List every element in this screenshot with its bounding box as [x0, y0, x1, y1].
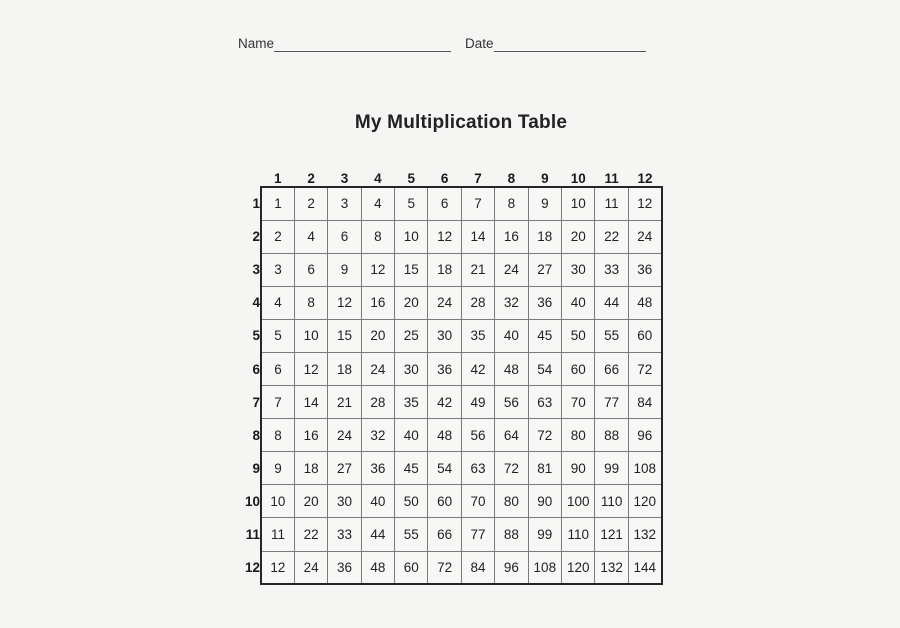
product-cell-6x6[interactable]: 36	[428, 352, 461, 385]
product-cell-3x3[interactable]: 9	[328, 253, 361, 286]
table-row	[228, 352, 662, 385]
product-cell-4x11[interactable]: 44	[595, 286, 628, 319]
column-header-6: 6	[440, 171, 449, 186]
product-cell-6x10[interactable]: 60	[562, 352, 595, 385]
product-cell-4x1[interactable]: 4	[261, 286, 294, 319]
product-cell-11x9[interactable]: 99	[528, 518, 561, 551]
table-row	[228, 253, 662, 286]
product-cell-12x6[interactable]: 72	[428, 551, 461, 584]
product-cell-8x8[interactable]: 64	[495, 419, 528, 452]
product-cell-11x4[interactable]: 44	[361, 518, 394, 551]
multiplication-table	[228, 163, 663, 585]
product-cell-1x7[interactable]: 7	[461, 187, 494, 220]
table-row	[228, 187, 662, 220]
product-cell-6x12[interactable]: 72	[628, 352, 661, 385]
table-row	[228, 220, 662, 253]
product-cell-3x5[interactable]: 15	[395, 253, 428, 286]
product-cell-9x2[interactable]: 18	[294, 452, 327, 485]
product-cell-7x4[interactable]: 28	[361, 386, 394, 419]
product-cell-9x11[interactable]: 99	[595, 452, 628, 485]
product-cell-10x7[interactable]: 70	[461, 485, 494, 518]
table-row	[228, 452, 662, 485]
product-cell-10x6[interactable]: 60	[428, 485, 461, 518]
page-title-text: My Multiplication Table	[354, 112, 568, 133]
column-header-row	[228, 163, 662, 187]
row-header-2: 2	[252, 229, 260, 245]
product-cell-9x1[interactable]: 9	[261, 452, 294, 485]
product-cell-1x11[interactable]: 11	[595, 187, 628, 220]
table-corner-cell	[228, 163, 261, 187]
multiplication-table-block	[228, 163, 663, 585]
product-cell-7x6[interactable]: 42	[428, 386, 461, 419]
product-cell-6x4[interactable]: 24	[361, 352, 394, 385]
product-cell-12x9[interactable]: 108	[528, 551, 561, 584]
product-cell-3x12[interactable]: 36	[628, 253, 661, 286]
product-cell-5x10[interactable]: 50	[562, 319, 595, 352]
product-cell-3x1[interactable]: 3	[261, 253, 294, 286]
row-header-6: 6	[252, 361, 260, 377]
row-header-3: 3	[252, 262, 260, 278]
product-cell-10x12[interactable]: 120	[628, 485, 661, 518]
product-cell-12x10[interactable]: 120	[562, 551, 595, 584]
product-cell-2x6[interactable]: 12	[428, 220, 461, 253]
product-cell-6x7[interactable]: 42	[461, 352, 494, 385]
name-write-in-line[interactable]	[274, 37, 451, 52]
product-cell-7x12[interactable]: 84	[628, 386, 661, 419]
product-cell-8x2[interactable]: 16	[294, 419, 327, 452]
product-cell-12x11[interactable]: 132	[595, 551, 628, 584]
product-cell-7x2[interactable]: 14	[294, 386, 327, 419]
product-cell-4x6[interactable]: 24	[428, 286, 461, 319]
table-row	[228, 319, 662, 352]
product-cell-3x9[interactable]: 27	[528, 253, 561, 286]
product-cell-6x3[interactable]: 18	[328, 352, 361, 385]
product-cell-7x10[interactable]: 70	[562, 386, 595, 419]
product-cell-1x8[interactable]: 8	[495, 187, 528, 220]
product-cell-7x3[interactable]: 21	[328, 386, 361, 419]
product-cell-3x4[interactable]: 12	[361, 253, 394, 286]
row-header-10: 10	[244, 493, 260, 509]
product-cell-12x4[interactable]: 48	[361, 551, 394, 584]
product-cell-1x9[interactable]: 9	[528, 187, 561, 220]
product-cell-1x12[interactable]: 12	[628, 187, 661, 220]
product-cell-8x1[interactable]: 8	[261, 419, 294, 452]
table-row	[228, 551, 662, 584]
product-cell-9x9[interactable]: 81	[528, 452, 561, 485]
product-cell-10x10[interactable]: 100	[562, 485, 595, 518]
product-cell-7x9[interactable]: 63	[528, 386, 561, 419]
product-cell-8x4[interactable]: 32	[361, 419, 394, 452]
page-title	[0, 112, 900, 134]
product-cell-3x7[interactable]: 21	[461, 253, 494, 286]
product-cell-2x5[interactable]: 10	[395, 220, 428, 253]
product-cell-4x8[interactable]: 32	[495, 286, 528, 319]
table-row	[228, 419, 662, 452]
product-cell-5x8[interactable]: 40	[495, 319, 528, 352]
row-header-7: 7	[252, 394, 260, 410]
product-cell-8x10[interactable]: 80	[562, 419, 595, 452]
product-cell-3x8[interactable]: 24	[495, 253, 528, 286]
product-cell-7x1[interactable]: 7	[261, 386, 294, 419]
product-cell-7x7[interactable]: 49	[461, 386, 494, 419]
product-cell-8x9[interactable]: 72	[528, 419, 561, 452]
product-cell-1x2[interactable]: 2	[294, 187, 327, 220]
table-row	[228, 518, 662, 551]
product-cell-2x1[interactable]: 2	[261, 220, 294, 253]
product-cell-2x8[interactable]: 16	[495, 220, 528, 253]
product-cell-8x6[interactable]: 48	[428, 419, 461, 452]
row-header-1: 1	[252, 196, 260, 212]
product-cell-11x6[interactable]: 66	[428, 518, 461, 551]
product-cell-11x3[interactable]: 33	[328, 518, 361, 551]
product-cell-10x8[interactable]: 80	[495, 485, 528, 518]
name-field-label: Name	[238, 36, 275, 51]
product-cell-10x5[interactable]: 50	[395, 485, 428, 518]
product-cell-12x2[interactable]: 24	[294, 551, 327, 584]
product-cell-2x11[interactable]: 22	[595, 220, 628, 253]
product-cell-1x3[interactable]: 3	[328, 187, 361, 220]
column-header-3: 3	[340, 171, 349, 186]
date-field-label: Date	[465, 36, 494, 51]
row-header-9: 9	[252, 460, 260, 476]
product-cell-7x5[interactable]: 35	[395, 386, 428, 419]
column-header-11: 11	[604, 171, 619, 186]
product-cell-1x6[interactable]: 6	[428, 187, 461, 220]
column-header-8: 8	[507, 171, 516, 186]
product-cell-8x7[interactable]: 56	[461, 419, 494, 452]
product-cell-11x5[interactable]: 55	[395, 518, 428, 551]
table-row	[228, 485, 662, 518]
product-cell-10x3[interactable]: 30	[328, 485, 361, 518]
column-header-5: 5	[407, 171, 416, 186]
product-cell-6x9[interactable]: 54	[528, 352, 561, 385]
product-cell-2x10[interactable]: 20	[562, 220, 595, 253]
product-cell-9x4[interactable]: 36	[361, 452, 394, 485]
row-header-8: 8	[252, 427, 260, 443]
product-cell-9x8[interactable]: 72	[495, 452, 528, 485]
product-cell-2x7[interactable]: 14	[461, 220, 494, 253]
column-header-2: 2	[307, 171, 315, 186]
product-cell-10x1[interactable]: 10	[261, 485, 294, 518]
product-cell-2x12[interactable]: 24	[628, 220, 661, 253]
product-cell-11x2[interactable]: 22	[294, 518, 327, 551]
student-info-row	[238, 36, 668, 52]
product-cell-4x12[interactable]: 48	[628, 286, 661, 319]
product-cell-2x3[interactable]: 6	[328, 220, 361, 253]
product-cell-6x5[interactable]: 30	[395, 352, 428, 385]
table-row	[228, 386, 662, 419]
column-header-12: 12	[637, 171, 653, 186]
product-cell-9x6[interactable]: 54	[428, 452, 461, 485]
product-cell-1x5[interactable]: 5	[395, 187, 428, 220]
product-cell-11x7[interactable]: 77	[461, 518, 494, 551]
product-cell-6x1[interactable]: 6	[261, 352, 294, 385]
product-cell-5x11[interactable]: 55	[595, 319, 628, 352]
product-cell-12x12[interactable]: 144	[628, 551, 661, 584]
product-cell-9x7[interactable]: 63	[461, 452, 494, 485]
product-cell-8x11[interactable]: 88	[595, 419, 628, 452]
product-cell-1x4[interactable]: 4	[361, 187, 394, 220]
product-cell-3x10[interactable]: 30	[562, 253, 595, 286]
product-cell-8x5[interactable]: 40	[395, 419, 428, 452]
product-cell-3x6[interactable]: 18	[428, 253, 461, 286]
product-cell-5x9[interactable]: 45	[528, 319, 561, 352]
product-cell-10x11[interactable]: 110	[595, 485, 628, 518]
product-cell-11x10[interactable]: 110	[562, 518, 595, 551]
product-cell-9x3[interactable]: 27	[328, 452, 361, 485]
product-cell-8x12[interactable]: 96	[628, 419, 661, 452]
product-cell-5x12[interactable]: 60	[628, 319, 661, 352]
product-cell-4x5[interactable]: 20	[395, 286, 428, 319]
product-cell-1x10[interactable]: 10	[562, 187, 595, 220]
column-header-9: 9	[541, 171, 549, 186]
product-cell-10x9[interactable]: 90	[528, 485, 561, 518]
product-cell-5x4[interactable]: 20	[361, 319, 394, 352]
product-cell-4x10[interactable]: 40	[562, 286, 595, 319]
product-cell-7x8[interactable]: 56	[495, 386, 528, 419]
product-cell-12x3[interactable]: 36	[328, 551, 361, 584]
product-cell-4x7[interactable]: 28	[461, 286, 494, 319]
column-header-7: 7	[474, 171, 482, 186]
product-cell-6x11[interactable]: 66	[595, 352, 628, 385]
product-cell-5x5[interactable]: 25	[395, 319, 428, 352]
row-header-11: 11	[245, 526, 260, 542]
name-field-group	[238, 36, 451, 52]
product-cell-3x11[interactable]: 33	[595, 253, 628, 286]
product-cell-7x11[interactable]: 77	[595, 386, 628, 419]
product-cell-4x9[interactable]: 36	[528, 286, 561, 319]
date-write-in-line[interactable]	[494, 37, 646, 52]
product-cell-5x3[interactable]: 15	[328, 319, 361, 352]
product-cell-11x1[interactable]: 11	[261, 518, 294, 551]
product-cell-3x2[interactable]: 6	[294, 253, 327, 286]
product-cell-5x7[interactable]: 35	[461, 319, 494, 352]
product-cell-11x8[interactable]: 88	[495, 518, 528, 551]
product-cell-8x3[interactable]: 24	[328, 419, 361, 452]
column-header-10: 10	[570, 171, 586, 186]
product-cell-4x2[interactable]: 8	[294, 286, 327, 319]
row-header-5: 5	[252, 328, 260, 344]
product-cell-5x6[interactable]: 30	[428, 319, 461, 352]
product-cell-9x10[interactable]: 90	[562, 452, 595, 485]
product-cell-12x5[interactable]: 60	[395, 551, 428, 584]
product-cell-6x2[interactable]: 12	[294, 352, 327, 385]
product-cell-1x1[interactable]: 1	[261, 187, 294, 220]
product-cell-11x11[interactable]: 121	[595, 518, 628, 551]
product-cell-2x2[interactable]: 4	[294, 220, 327, 253]
product-cell-11x12[interactable]: 132	[628, 518, 661, 551]
product-cell-2x9[interactable]: 18	[528, 220, 561, 253]
product-cell-12x7[interactable]: 84	[461, 551, 494, 584]
product-cell-10x2[interactable]: 20	[294, 485, 327, 518]
column-header-4: 4	[374, 171, 382, 186]
product-cell-9x12[interactable]: 108	[628, 452, 661, 485]
product-cell-5x2[interactable]: 10	[294, 319, 327, 352]
product-cell-4x3[interactable]: 12	[328, 286, 361, 319]
product-cell-12x1[interactable]: 12	[261, 551, 294, 584]
product-cell-12x8[interactable]: 96	[495, 551, 528, 584]
table-row	[228, 286, 662, 319]
product-cell-6x8[interactable]: 48	[495, 352, 528, 385]
product-cell-10x4[interactable]: 40	[361, 485, 394, 518]
product-cell-5x1[interactable]: 5	[261, 319, 294, 352]
product-cell-4x4[interactable]: 16	[361, 286, 394, 319]
date-field-group	[465, 36, 646, 52]
row-header-4: 4	[252, 295, 260, 311]
product-cell-9x5[interactable]: 45	[395, 452, 428, 485]
column-header-1: 1	[273, 171, 282, 186]
product-cell-2x4[interactable]: 8	[361, 220, 394, 253]
row-header-12: 12	[244, 560, 260, 576]
